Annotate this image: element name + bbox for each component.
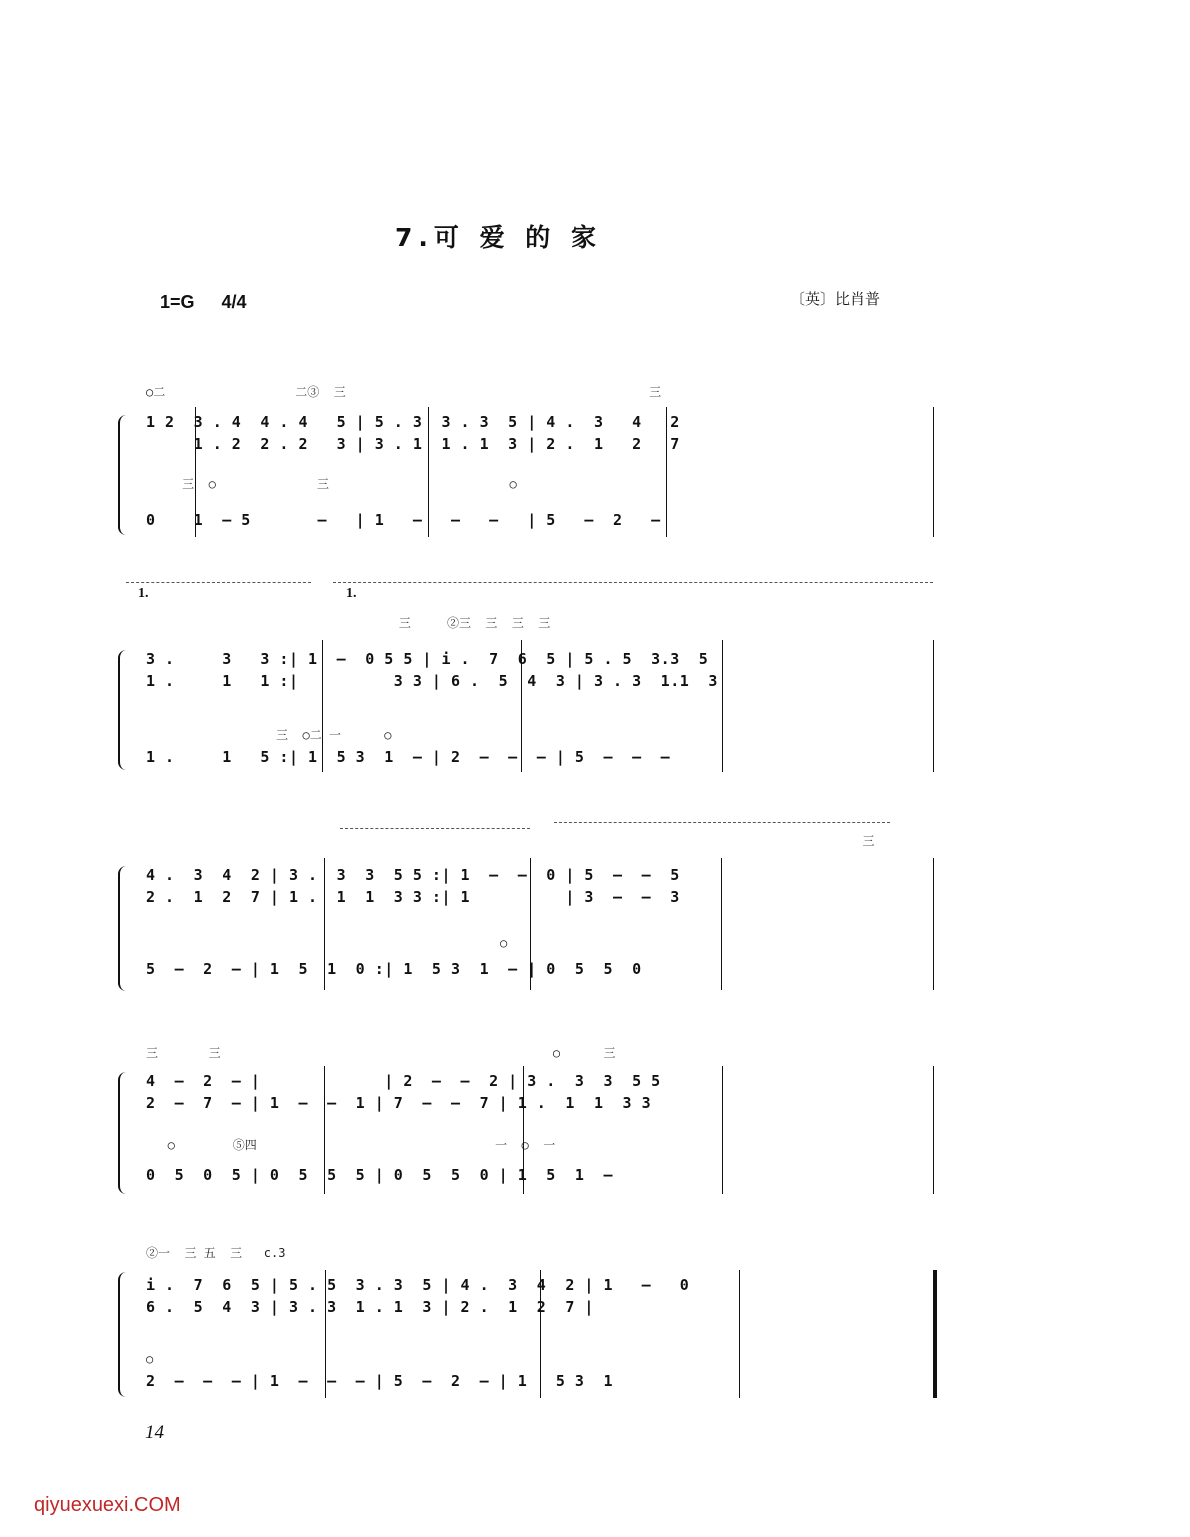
system-brace bbox=[118, 650, 128, 770]
bass-voice: 1 . 1 5 :| 1 5 3 1 — | 2 — — — | 5 — — — bbox=[146, 748, 671, 766]
bar-line bbox=[325, 1270, 326, 1398]
bar-line bbox=[933, 858, 934, 990]
volta-label: 1. bbox=[138, 586, 149, 601]
bar-line bbox=[322, 640, 323, 772]
bar-line bbox=[722, 1066, 723, 1194]
fingering-bass: ○ ⑤四 一 ○ 一 bbox=[146, 1138, 556, 1152]
time-signature: 4/4 bbox=[221, 292, 247, 312]
volta-label: 1. bbox=[346, 586, 357, 601]
volta-bracket-2 bbox=[333, 582, 933, 583]
page-number: 14 bbox=[145, 1422, 164, 1443]
bass-voice: 0 1 — 5 — | 1 — — — | 5 — 2 — bbox=[146, 511, 661, 529]
fingering-top: 三 bbox=[718, 834, 875, 848]
final-bar-line bbox=[933, 1270, 937, 1398]
volta-bracket-3 bbox=[340, 828, 530, 829]
bass-voice: 0 5 0 5 | 0 5 5 5 | 0 5 5 0 | 1 5 1 — bbox=[146, 1166, 614, 1184]
bar-line bbox=[933, 640, 934, 772]
watermark: qiyuexuexi.COM bbox=[34, 1494, 181, 1516]
score-system-2 bbox=[118, 578, 938, 778]
system-brace bbox=[118, 1272, 128, 1397]
lower-voice: 2 — 7 — | 1 — — 1 | 7 — — 7 | 1 . 1 1 3 3 bbox=[146, 1094, 652, 1112]
upper-voice: i . 7 6 5 | 5 . 5 3 . 3 5 | 4 . 3 4 2 | 1 — 0 bbox=[146, 1276, 690, 1294]
bass-voice: 5 — 2 — | 1 5 1 0 :| 1 5 3 1 — | 0 5 5 0 bbox=[146, 960, 642, 978]
lower-voice: 1 . 1 1 :| 3 3 | 6 . 5 4 3 | 3 . 3 1.1 3 bbox=[146, 672, 718, 690]
upper-voice: 4 — 2 — | | 2 — — 2 | 3 . 3 3 5 5 bbox=[146, 1072, 661, 1090]
bar-line bbox=[523, 1066, 524, 1194]
upper-voice: 1 2 3 . 4 4 . 4 5 | 5 . 3 3 . 3 5 | 4 . 3 4 2 bbox=[146, 413, 680, 431]
score-system-5 bbox=[118, 1236, 938, 1401]
system-brace bbox=[118, 866, 128, 991]
system-brace bbox=[118, 1072, 128, 1194]
lower-voice: 2 . 1 2 7 | 1 . 1 1 3 3 :| 1 | 3 — — 3 bbox=[146, 888, 680, 906]
bar-line bbox=[428, 407, 429, 537]
page-title: 7.可 爱 的 家 bbox=[395, 223, 603, 252]
bar-line bbox=[540, 1270, 541, 1398]
bass-voice: 2 — — — | 1 — — — | 5 — 2 — | 1 5 3 1 bbox=[146, 1372, 614, 1390]
bar-line bbox=[721, 858, 722, 990]
system-brace bbox=[118, 415, 128, 535]
key-label: 1=G bbox=[160, 292, 195, 312]
fingering-top: ②一 三 五 三 c.3 bbox=[146, 1246, 286, 1260]
bar-line bbox=[530, 858, 531, 990]
bar-line bbox=[521, 640, 522, 772]
fingering-bass: ○ bbox=[146, 936, 508, 950]
volta-bracket-1 bbox=[126, 582, 311, 583]
fingering-bass: ○ bbox=[146, 1352, 154, 1366]
fingering-bass: 三 ○ 三 ○ bbox=[146, 477, 517, 491]
bar-line bbox=[195, 407, 196, 537]
bar-line bbox=[324, 858, 325, 990]
bar-line bbox=[722, 640, 723, 772]
score-system-3 bbox=[118, 818, 938, 996]
bar-line bbox=[933, 1066, 934, 1194]
lower-voice: 6 . 5 4 3 | 3 . 3 1 . 1 3 | 2 . 1 2 7 | bbox=[146, 1298, 594, 1316]
score-system-1 bbox=[118, 345, 938, 540]
bar-line bbox=[324, 1066, 325, 1194]
upper-voice: 3 . 3 3 :| 1 — 0 5 5 | i . 7 6 5 | 5 . 5 3.3 5 bbox=[146, 650, 709, 668]
composer: 〔英〕比肖普 bbox=[790, 290, 881, 308]
bar-line bbox=[739, 1270, 740, 1398]
fingering-top: ○二 二③ 三 三 bbox=[146, 385, 662, 399]
score-system-4 bbox=[118, 1032, 938, 1197]
key-signature bbox=[160, 292, 247, 313]
fingering-bass: 三 ○二 一 ○ bbox=[146, 728, 392, 742]
bar-line bbox=[933, 407, 934, 537]
bar-line bbox=[666, 407, 667, 537]
volta-bracket-4 bbox=[554, 822, 890, 823]
lower-voice: 1 . 2 2 . 2 3 | 3 . 1 1 . 1 3 | 2 . 1 2 7 bbox=[146, 435, 680, 453]
fingering-top: 三 三 ○ 三 bbox=[146, 1046, 616, 1060]
fingering-top: 三 ②三 三 三 三 bbox=[146, 616, 551, 630]
upper-voice: 4 . 3 4 2 | 3 . 3 3 5 5 :| 1 — — 0 | 5 — — 5 bbox=[146, 866, 680, 884]
